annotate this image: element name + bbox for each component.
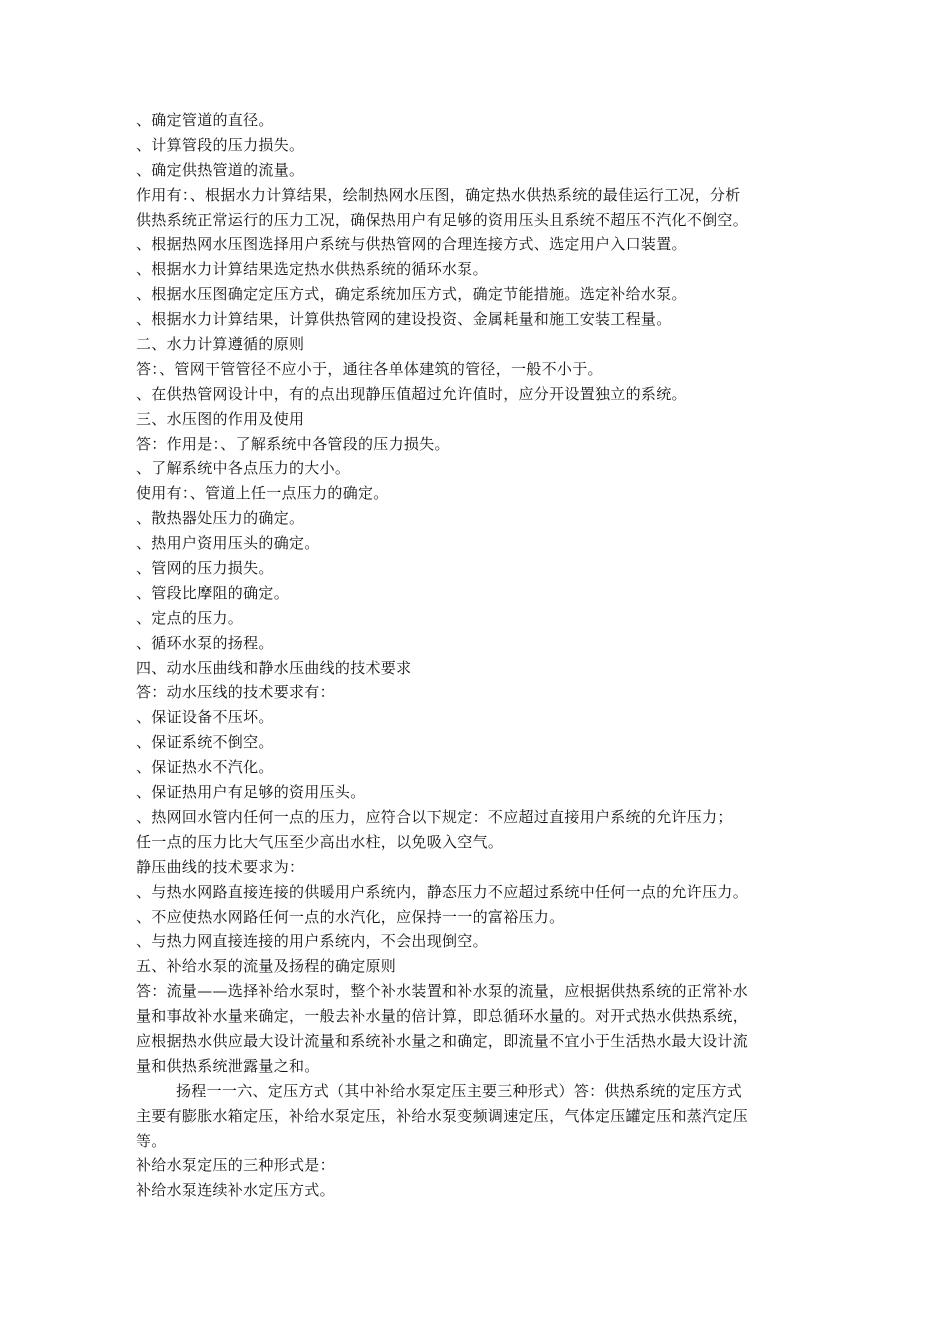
text-line: 、了解系统中各点压力的大小。 bbox=[136, 459, 351, 478]
text-line: 答：、管网干管管径不应小于，通往各单体建筑的管径，一般不小于。 bbox=[136, 359, 603, 378]
section-heading: 五、补给水泵的流量及扬程的确定原则 bbox=[136, 957, 397, 976]
text-line: 、计算管段的压力损失。 bbox=[136, 135, 305, 154]
text-line: 量和事故补水量来确定，一般去补水量的倍计算，即总循环水量的。对开式热水供热系统， bbox=[136, 1007, 749, 1026]
text-line: 任一点的压力比大气压至少高出水柱，以免吸入空气。 bbox=[136, 832, 504, 851]
text-line: 、定点的压力。 bbox=[136, 608, 244, 627]
text-line: 使用有：、管道上任一点压力的确定。 bbox=[136, 484, 389, 503]
section-heading: 三、水压图的作用及使用 bbox=[136, 409, 305, 428]
text-line: 、与热力网直接连接的用户系统内，不会出现倒空。 bbox=[136, 932, 488, 951]
text-line: 、循环水泵的扬程。 bbox=[136, 633, 274, 652]
text-line: 量和供热系统泄露量之和。 bbox=[136, 1056, 320, 1075]
text-line: 、保证系统不倒空。 bbox=[136, 733, 274, 752]
section-heading: 四、动水压曲线和静水压曲线的技术要求 bbox=[136, 658, 412, 677]
text-line: 、保证热水不汽化。 bbox=[136, 758, 274, 777]
text-line: 、根据水压图确定定压方式，确定系统加压方式，确定节能措施。选定补给水泵。 bbox=[136, 285, 687, 304]
text-line: 、保证热用户有足够的资用压头。 bbox=[136, 783, 366, 802]
text-line: 、热用户资用压头的确定。 bbox=[136, 534, 320, 553]
text-line: 、散热器处压力的确定。 bbox=[136, 509, 305, 528]
text-line: 、根据热网水压图选择用户系统与供热管网的合理连接方式、选定用户入口装置。 bbox=[136, 235, 687, 254]
text-line: 、根据水力计算结果选定热水供热系统的循环水泵。 bbox=[136, 260, 488, 279]
section-heading: 二、水力计算遵循的原则 bbox=[136, 335, 305, 354]
text-line: 、保证设备不压坏。 bbox=[136, 708, 274, 727]
text-line: 、与热水网路直接连接的供暖用户系统内，静态压力不应超过系统中任何一点的允许压力。 bbox=[136, 882, 749, 901]
text-line: 扬程一一六、定压方式（其中补给水泵定压主要三种形式）答：供热系统的定压方式 bbox=[176, 1081, 743, 1100]
text-line: 主要有膨胀水箱定压，补给水泵定压，补给水泵变频调速定压，气体定压罐定压和蒸汽定压 bbox=[136, 1106, 749, 1125]
document-body bbox=[136, 108, 820, 1203]
text-line: 补给水泵定压的三种形式是： bbox=[136, 1156, 335, 1175]
text-line: 、根据水力计算结果，计算供热管网的建设投资、金属耗量和施工安装工程量。 bbox=[136, 310, 672, 329]
text-line: 、管段比摩阻的确定。 bbox=[136, 583, 290, 602]
text-line: 、确定管道的直径。 bbox=[136, 111, 274, 129]
text-line: 、管网的压力损失。 bbox=[136, 559, 274, 578]
text-line: 供热系统正常运行的压力工况，确保热用户有足够的资用压头且系统不超压不汽化不倒空。 bbox=[136, 210, 749, 229]
text-line: 、不应使热水网路任何一点的水汽化，应保持一一的富裕压力。 bbox=[136, 907, 565, 926]
text-line: 答：作用是：、了解系统中各管段的压力损失。 bbox=[136, 434, 450, 453]
text-line: 、在供热管网设计中，有的点出现静压值超过允许值时，应分开设置独立的系统。 bbox=[136, 384, 687, 403]
text-line: 补给水泵连续补水定压方式。 bbox=[136, 1181, 335, 1200]
text-line: 作用有：、根据水力计算结果，绘制热网水压图，确定热水供热系统的最佳运行工况，分析 bbox=[136, 185, 741, 204]
text-line: 、热网回水管内任何一点的压力，应符合以下规定：不应超过直接用户系统的允许压力； bbox=[136, 807, 733, 826]
text-line: 、确定供热管道的流量。 bbox=[136, 160, 305, 179]
text-line: 等。 bbox=[136, 1131, 167, 1150]
text-line: 应根据热水供应最大设计流量和系统补水量之和确定，即流量不宜小于生活热水最大设计流 bbox=[136, 1031, 749, 1050]
text-line: 答：流量——选择补给水泵时，整个补水装置和补水泵的流量，应根据供热系统的正常补水 bbox=[136, 982, 749, 1001]
text-line: 答：动水压线的技术要求有： bbox=[136, 683, 335, 702]
text-line: 静压曲线的技术要求为： bbox=[136, 857, 305, 876]
